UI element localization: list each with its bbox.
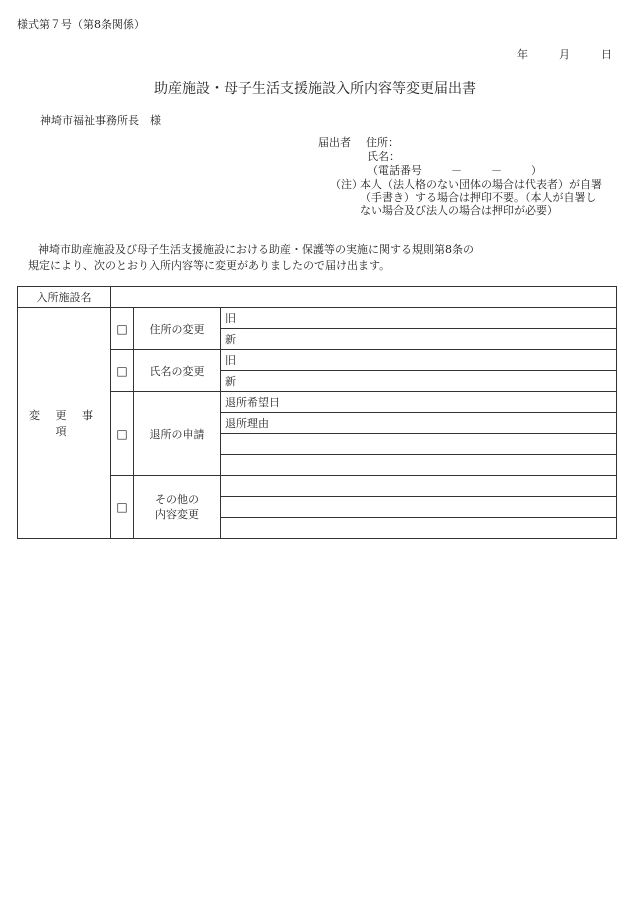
body-text-line-2: 規定により、次のとおり入所内容等に変更がありましたので届け出ます。	[28, 259, 391, 272]
other-change-label	[134, 476, 221, 539]
leave-request-checkbox[interactable]: □	[111, 392, 134, 476]
note-label: （注）	[330, 178, 363, 191]
note-line-1: 本人（法人格のない団体の場合は代表者）が自署	[360, 178, 602, 191]
date-day: 日	[601, 48, 612, 61]
other-change-checkbox[interactable]: □	[111, 476, 134, 539]
document-title: 助産施設・母子生活支援施設入所内容等変更届出書	[154, 81, 476, 97]
name-new-field[interactable]: 新	[221, 371, 617, 392]
address-change-checkbox[interactable]: □	[111, 308, 134, 350]
applicant-label: 届出者	[318, 136, 351, 149]
other-change-label-line-2: 内容変更	[155, 508, 199, 521]
leave-reason-field-3[interactable]	[221, 455, 617, 476]
signature-note	[330, 178, 602, 217]
address-old-field[interactable]: 旧	[221, 308, 617, 329]
body-text-line-1: 神埼市助産施設及び母子生活支援施設における助産・保護等の実施に関する規則第8条の	[38, 243, 474, 256]
leave-reason-field-2[interactable]	[221, 434, 617, 455]
applicant-address-row	[318, 136, 542, 150]
phone-row	[318, 164, 542, 178]
body-text	[28, 242, 474, 274]
note-line-2: （手書き）する場合は押印不要。（本人が自署し	[360, 191, 597, 204]
address-change-old-row	[18, 308, 617, 329]
applicant-block	[318, 136, 542, 178]
name-change-checkbox[interactable]: □	[111, 350, 134, 392]
leave-date-field[interactable]: 退所希望日	[221, 392, 617, 413]
other-change-field-3[interactable]	[221, 518, 617, 539]
address-label: 住所：	[366, 136, 399, 149]
change-table	[17, 286, 617, 539]
phone-dash-1: －	[451, 164, 462, 177]
address-new-field[interactable]: 新	[221, 329, 617, 350]
leave-reason-field[interactable]: 退所理由	[221, 413, 617, 434]
date-line	[517, 46, 612, 62]
name-old-field[interactable]: 旧	[221, 350, 617, 371]
name-label: 氏名：	[367, 150, 400, 163]
addressee: 神埼市福祉事務所長 様	[40, 114, 161, 127]
address-change-label: 住所の変更	[134, 308, 221, 350]
name-change-label: 氏名の変更	[134, 350, 221, 392]
other-change-field-1[interactable]	[221, 476, 617, 497]
phone-close: ）	[531, 164, 542, 177]
date-month: 月	[559, 48, 570, 61]
note-line-3: ない場合及び法人の場合は押印が必要）	[360, 204, 558, 217]
changes-label: 変 更 事 項	[18, 308, 111, 539]
date-year: 年	[517, 48, 528, 61]
facility-name-field[interactable]	[111, 287, 617, 308]
phone-label: （電話番号	[367, 164, 422, 177]
facility-row	[18, 287, 617, 308]
phone-dash-2: －	[491, 164, 502, 177]
other-change-field-2[interactable]	[221, 497, 617, 518]
leave-request-label: 退所の申請	[134, 392, 221, 476]
other-change-label-line-1: その他の	[155, 493, 199, 506]
facility-label: 入所施設名	[18, 287, 111, 308]
form-number: 様式第７号（第8条関係）	[17, 18, 145, 31]
